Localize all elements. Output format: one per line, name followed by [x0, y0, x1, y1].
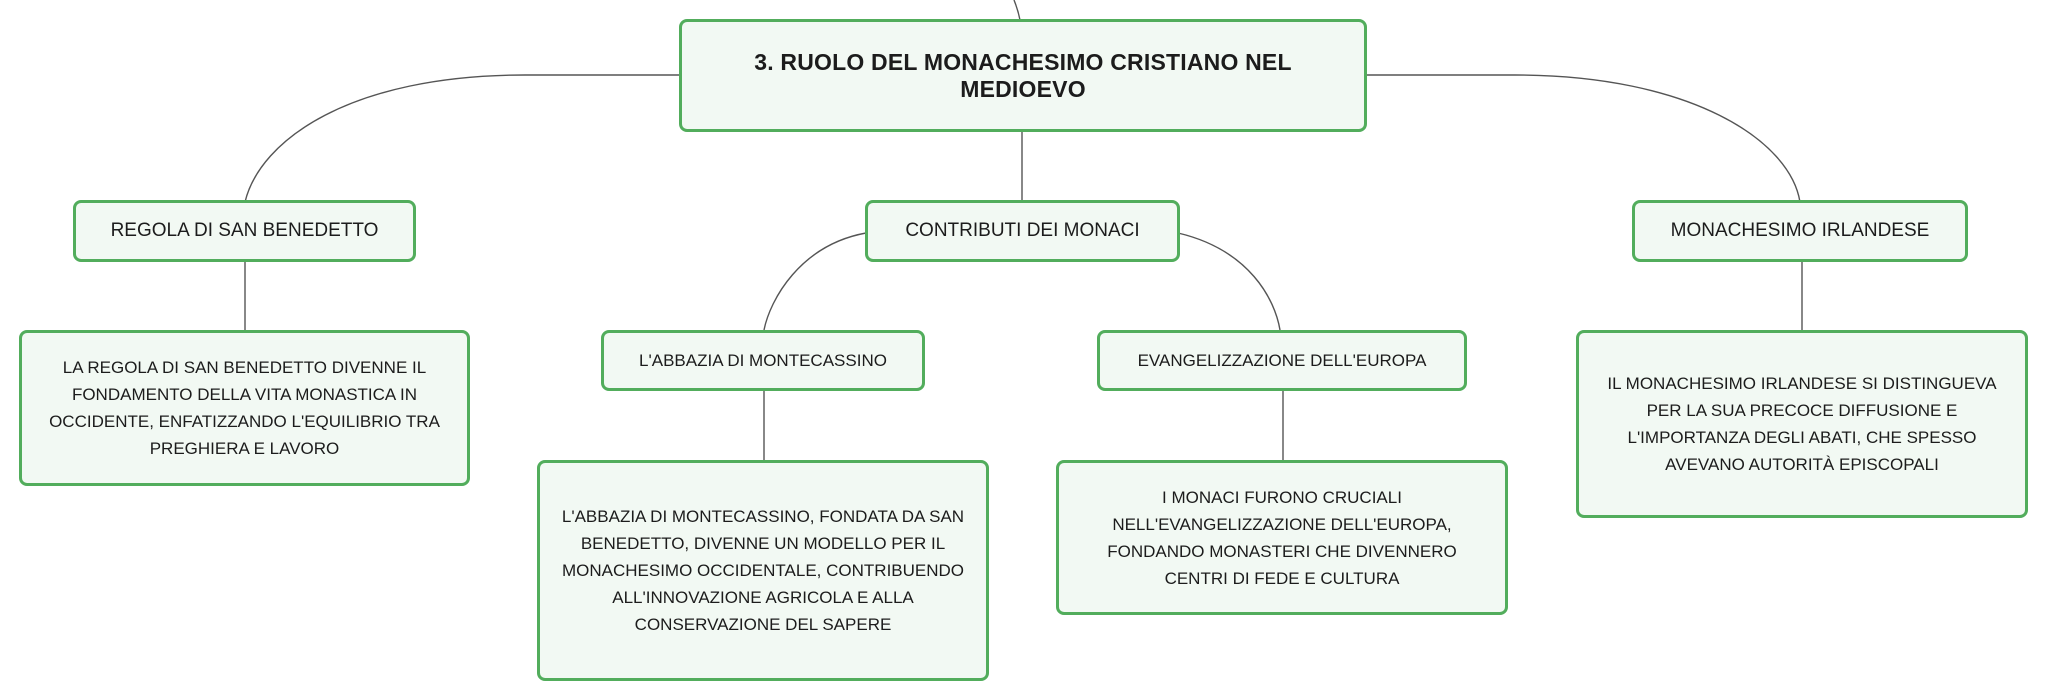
root-label: 3. RUOLO DEL MONACHESIMO CRISTIANO NEL MEDIOEVO [754, 48, 1292, 102]
branch-label: CONTRIBUTI DEI MONACI [905, 220, 1140, 241]
sub-node-montecassino[interactable] [601, 330, 925, 391]
connector-contributi-to-evangelizzazione [1178, 233, 1280, 330]
sub-node-evangelizzazione[interactable] [1097, 330, 1467, 391]
connector-root-to-regola [245, 75, 680, 202]
branch-label: REGOLA DI SAN BENEDETTO [110, 220, 379, 241]
root-node[interactable] [679, 19, 1367, 132]
sub-label: EVANGELIZZAZIONE DELL'EUROPA [1137, 350, 1427, 370]
description-node-irlandese[interactable] [1576, 330, 2028, 518]
branch-node-regola[interactable] [73, 200, 416, 262]
description-node-regola[interactable] [19, 330, 470, 486]
description-text: I MONACI FURONO CRUCIALI NELL'EVANGELIZZAZIONE DELL'EUROPA, FONDANDO MONASTERI CHE DIVENNERO CENTRI DI FEDE E CULTURA [1107, 487, 1457, 588]
connector-contributi-to-montecassino [764, 233, 866, 330]
description-text: IL MONACHESIMO IRLANDESE SI DISTINGUEVA PER LA SUA PRECOCE DIFFUSIONE E L'IMPORTANZA DEGLI ABATI, CHE SPESSO AVEVANO AUTORITÀ EPISCOPALI [1607, 374, 1997, 474]
description-text: LA REGOLA DI SAN BENEDETTO DIVENNE IL FONDAMENTO DELLA VITA MONASTICA IN OCCIDENTE, ENFATIZZANDO L'EQUILIBRIO TRA PREGHIERA E LAVORO [49, 358, 440, 458]
branch-node-irlandese[interactable] [1632, 200, 1968, 262]
description-text: L'ABBAZIA DI MONTECASSINO, FONDATA DA SAN BENEDETTO, DIVENNE UN MODELLO PER IL MONACHESIMO OCCIDENTALE, CONTRIBUENDO ALL'INNOVAZIONE AGRICOLA E ALLA CONSERVAZIONE DEL SAPERE [561, 507, 965, 634]
sub-label: L'ABBAZIA DI MONTECASSINO [639, 350, 887, 370]
description-node-montecassino[interactable] [537, 460, 989, 681]
connector-from-parent [1014, 0, 1020, 20]
branch-node-contributi[interactable] [865, 200, 1180, 262]
description-node-evangelizzazione[interactable] [1056, 460, 1508, 615]
branch-label: MONACHESIMO IRLANDESE [1670, 220, 1930, 241]
connector-root-to-irlandese [1366, 75, 1800, 202]
